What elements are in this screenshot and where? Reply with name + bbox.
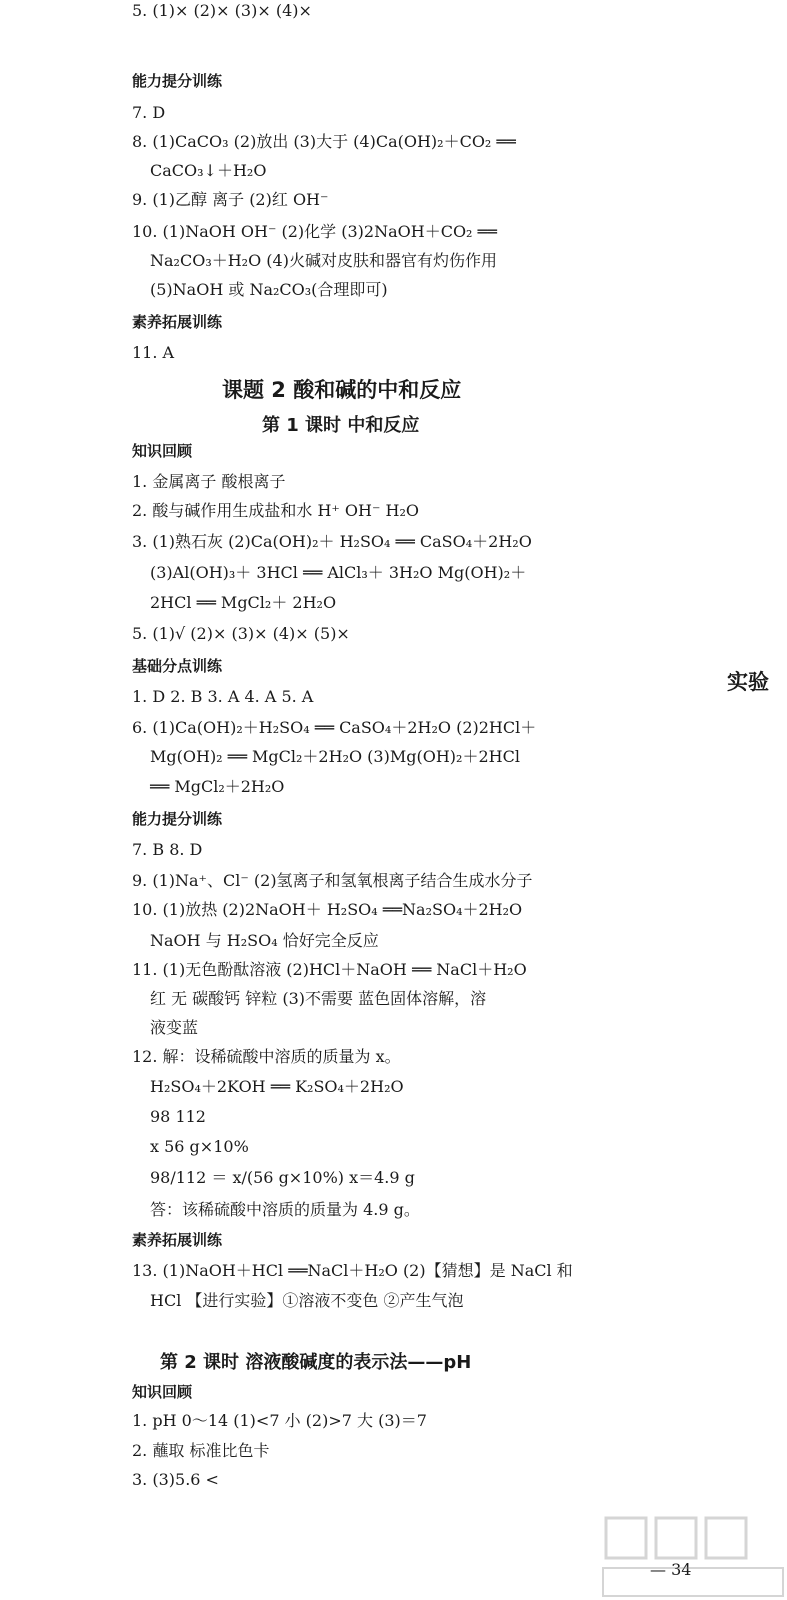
watermark-logo: [598, 1510, 787, 1600]
answer-line: 7. B 8. D: [132, 840, 203, 859]
answer-line: 红 无 碳酸钙 锌粒 (3)不需要 蓝色固体溶解，溶: [150, 989, 487, 1008]
answer-line: 1. pH 0～14 (1)<7 小 (2)>7 大 (3)＝7: [132, 1411, 427, 1430]
answer-line: 1. D 2. B 3. A 4. A 5. A: [132, 687, 314, 706]
answer-line: 答：该稀硫酸中溶质的质量为 4.9 g。: [150, 1200, 420, 1219]
section-heading: 能力提分训练: [132, 810, 223, 828]
answer-line: HCl 【进行实验】①溶液不变色 ②产生气泡: [150, 1291, 464, 1310]
answer-line: H₂SO₄＋2KOH ══ K₂SO₄＋2H₂O: [150, 1077, 404, 1096]
answer-line: 2. 蘸取 标准比色卡: [132, 1441, 270, 1460]
answer-line: 9. (1)Na⁺、Cl⁻ (2)氢离子和氢氧根离子结合生成水分子: [132, 871, 533, 890]
answer-line: 13. (1)NaOH＋HCl ══NaCl＋H₂O (2)【猜想】是 NaCl 和: [132, 1261, 573, 1280]
lesson-title: 课题 2 酸和碱的中和反应: [222, 378, 462, 402]
answer-line: 2HCl ══ MgCl₂＋ 2H₂O: [150, 593, 337, 612]
answer-line: 8. (1)CaCO₃ (2)放出 (3)大于 (4)Ca(OH)₂＋CO₂ ══: [132, 132, 516, 151]
answer-line: 5. (1)× (2)× (3)× (4)×: [132, 1, 312, 20]
section-heading: 知识回顾: [132, 442, 193, 460]
answer-line: 11. A: [132, 343, 175, 362]
answer-line: 98/112 ＝ x/(56 g×10%) x＝4.9 g: [150, 1168, 415, 1187]
answer-line: 3. (1)熟石灰 (2)Ca(OH)₂＋ H₂SO₄ ══ CaSO₄＋2H₂O: [132, 532, 532, 551]
answer-line: 98 112: [150, 1107, 206, 1126]
answer-line: 2. 酸与碱作用生成盐和水 H⁺ OH⁻ H₂O: [132, 501, 420, 520]
page-number: — 34: [650, 1560, 692, 1579]
answer-line: 5. (1)√ (2)× (3)× (4)× (5)×: [132, 624, 350, 643]
answer-line: 10. (1)NaOH OH⁻ (2)化学 (3)2NaOH＋CO₂ ══: [132, 222, 497, 241]
period-2-title: 第 2 课时 溶液酸碱度的表示法——pH: [160, 1352, 472, 1373]
answer-line: 液变蓝: [150, 1018, 199, 1037]
section-heading: 能力提分训练: [132, 72, 223, 90]
answer-line: x 56 g×10%: [150, 1137, 249, 1156]
answer-line: 1. 金属离子 酸根离子: [132, 472, 286, 491]
answer-line: 11. (1)无色酚酞溶液 (2)HCl＋NaOH ══ NaCl＋H₂O: [132, 960, 527, 979]
answer-line: 12. 解：设稀硫酸中溶质的质量为 x。: [132, 1047, 401, 1066]
section-heading: 基础分点训练: [132, 657, 223, 675]
answer-line: 9. (1)乙醇 离子 (2)红 OH⁻: [132, 190, 329, 209]
answer-line: 3. (3)5.6 <: [132, 1470, 219, 1489]
answer-line: (3)Al(OH)₃＋ 3HCl ══ AlCl₃＋ 3H₂O Mg(OH)₂＋: [150, 563, 527, 582]
answer-line: (5)NaOH 或 Na₂CO₃(合理即可): [150, 280, 388, 299]
answer-line: 7. D: [132, 103, 166, 122]
section-heading: 知识回顾: [132, 1383, 193, 1401]
answer-line: NaOH 与 H₂SO₄ 恰好完全反应: [150, 931, 379, 950]
answer-line: ══ MgCl₂＋2H₂O: [150, 777, 285, 796]
section-heading: 素养拓展训练: [132, 1231, 223, 1249]
answer-line: 10. (1)放热 (2)2NaOH＋ H₂SO₄ ══Na₂SO₄＋2H₂O: [132, 900, 523, 919]
section-heading: 素养拓展训练: [132, 313, 223, 331]
answer-line: Mg(OH)₂ ══ MgCl₂＋2H₂O (3)Mg(OH)₂＋2HCl: [150, 747, 520, 766]
answer-line: Na₂CO₃＋H₂O (4)火碱对皮肤和器官有灼伤作用: [150, 251, 497, 270]
right-section-title: 实验: [727, 670, 769, 694]
period-1-title: 第 1 课时 中和反应: [262, 415, 420, 436]
answer-line: CaCO₃↓＋H₂O: [150, 161, 267, 180]
answer-line: 6. (1)Ca(OH)₂＋H₂SO₄ ══ CaSO₄＋2H₂O (2)2HCl＋: [132, 718, 537, 737]
